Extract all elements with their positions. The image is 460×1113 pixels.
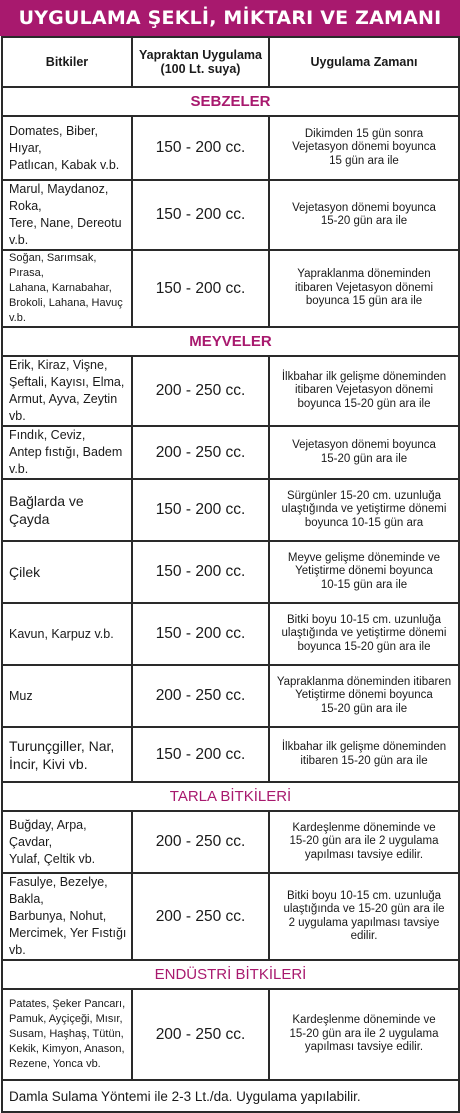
header-time: Uygulama Zamanı	[269, 37, 459, 87]
timing-cell	[269, 873, 459, 960]
timing-line: boyunca 15-20 gün ara ile	[297, 640, 431, 653]
header-dose-line1: Yapraktan Uygulama	[139, 48, 262, 62]
timing-cell	[269, 603, 459, 665]
table-row	[2, 811, 459, 873]
dose-cell: 200 - 250 cc.	[132, 356, 269, 426]
dose-cell: 200 - 250 cc.	[132, 811, 269, 873]
plant-name-line: Turunçgiller, Nar,	[9, 737, 115, 754]
dose-cell: 150 - 200 cc.	[132, 479, 269, 541]
section-header-row	[2, 87, 459, 116]
plant-name-line: Patates, Şeker Pancarı,	[9, 998, 126, 1010]
table-row	[2, 426, 459, 479]
dose-cell: 150 - 200 cc.	[132, 180, 269, 250]
section-title: MEYVELER	[2, 327, 459, 356]
section-title: ENDÜSTRİ BİTKİLERİ	[2, 960, 459, 989]
plant-cell	[2, 603, 132, 665]
dose-cell: 200 - 250 cc.	[132, 873, 269, 960]
table-row	[2, 989, 459, 1080]
table-row	[2, 541, 459, 603]
timing-line: 15-20 gün ara ile 2 uygulama	[289, 835, 439, 848]
table-row	[2, 250, 459, 327]
plant-cell	[2, 426, 132, 479]
plant-name-line: Domates, Biber, Hıyar,	[9, 123, 98, 155]
timing-line: itibaren Vejetasyon dönemi	[294, 281, 434, 294]
header-plants: Bitkiler	[2, 37, 132, 87]
table-row	[2, 873, 459, 960]
plant-cell	[2, 811, 132, 873]
plant-cell	[2, 665, 132, 727]
plant-name-line: Armut, Ayva, Zeytin vb.	[9, 392, 118, 423]
plant-cell	[2, 873, 132, 960]
timing-line: 10-15 gün ara ile	[320, 578, 408, 591]
timing-cell	[269, 727, 459, 782]
section-title: SEBZELER	[2, 87, 459, 116]
dose-cell: 200 - 250 cc.	[132, 665, 269, 727]
dose-cell: 150 - 200 cc.	[132, 250, 269, 327]
plant-cell	[2, 116, 132, 180]
page-title: UYGULAMA ŞEKLİ, MİKTARI VE ZAMANI	[0, 0, 460, 36]
timing-line: Dikimden 15 gün sonra	[304, 127, 424, 140]
plant-name-line: Şeftali, Kayısı, Elma,	[9, 375, 125, 389]
plant-name-line: Bağlarda ve Çayda	[9, 493, 84, 527]
timing-cell	[269, 180, 459, 250]
plant-name-line: Kavun, Karpuz v.b.	[9, 626, 114, 641]
plant-cell	[2, 356, 132, 426]
timing-cell	[269, 356, 459, 426]
table-row	[2, 180, 459, 250]
timing-line: Yapraklanma döneminden	[297, 268, 431, 281]
section-header-row	[2, 327, 459, 356]
timing-cell	[269, 989, 459, 1080]
timing-line: Sürgünler 15-20 cm. uzunluğa	[286, 489, 442, 502]
footer-note: Damla Sulama Yöntemi ile 2-3 Lt./da. Uygulama yapılabilir.	[2, 1080, 459, 1112]
table-row	[2, 665, 459, 727]
plant-cell	[2, 250, 132, 327]
timing-line: 15-20 gün ara ile	[320, 702, 408, 715]
plant-name-line: Yulaf, Çeltik vb.	[9, 851, 96, 866]
plant-name-line: Fındık, Ceviz,	[9, 428, 86, 442]
timing-line: boyunca 10-15 gün ara	[304, 516, 424, 529]
plant-name-line: Muz	[9, 688, 33, 703]
dose-cell: 150 - 200 cc.	[132, 116, 269, 180]
timing-line: yapılması tavsiye edilir.	[304, 848, 424, 861]
plant-name-line: Susam, Haşhaş, Tütün,	[9, 1028, 124, 1040]
timing-line: İlkbahar ilk gelişme döneminden	[281, 741, 447, 753]
timing-line: 15-20 gün ara ile	[320, 215, 408, 227]
timing-line: boyunca 15-20 gün ara ile	[297, 397, 431, 410]
section-header-row	[2, 782, 459, 811]
plant-name-line: Buğday, Arpa, Çavdar,	[9, 817, 87, 849]
timing-cell	[269, 250, 459, 327]
section-header-row	[2, 960, 459, 989]
timing-cell	[269, 426, 459, 479]
plant-name-line: Marul, Maydanoz, Roka,	[9, 182, 109, 213]
plant-name-line: Mercimek, Yer Fıstığı vb.	[9, 926, 127, 957]
timing-line: 15-20 gün ara ile 2 uygulama	[289, 1027, 439, 1040]
timing-line: Vejetasyon dönemi boyunca	[292, 141, 436, 154]
dose-cell: 150 - 200 cc.	[132, 541, 269, 603]
timing-line: yapılması tavsiye edilir.	[304, 1041, 424, 1054]
timing-line: 15 gün ara ile	[329, 154, 399, 167]
plant-name-line: Barbunya, Nohut,	[9, 909, 107, 923]
table-row	[2, 356, 459, 426]
plant-name-line: Erik, Kiraz, Vişne,	[9, 358, 108, 372]
plant-cell	[2, 180, 132, 250]
plant-cell	[2, 989, 132, 1080]
timing-line: Vejetasyon dönemi boyunca	[292, 201, 436, 214]
plant-cell	[2, 727, 132, 782]
plant-name-line: Rezene, Yonca vb.	[9, 1058, 101, 1070]
timing-cell	[269, 541, 459, 603]
plant-name-line: Tere, Nane, Dereotu v.b.	[9, 216, 122, 247]
timing-line: Vejetasyon dönemi boyunca	[292, 439, 436, 451]
timing-cell	[269, 479, 459, 541]
timing-line: boyunca 15 gün ara ile	[305, 295, 423, 308]
dose-cell: 150 - 200 cc.	[132, 727, 269, 782]
dose-cell: 150 - 200 cc.	[132, 603, 269, 665]
plant-name-line: Brokoli, Lahana, Havuç v.b.	[9, 297, 123, 324]
timing-line: 2 uygulama yapılması tavsiye edilir.	[288, 916, 440, 942]
plant-cell	[2, 479, 132, 541]
timing-line: Kardeşlenme döneminde ve	[292, 821, 436, 834]
plant-name-line: Soğan, Sarımsak, Pırasa,	[9, 252, 97, 279]
timing-line: ulaştığında ve yetiştirme dönemi	[281, 627, 447, 640]
plant-name-line: Antep fıstığı, Badem v.b.	[9, 445, 123, 476]
timing-line: itibaren 15-20 gün ara ile	[300, 754, 428, 767]
table-row	[2, 116, 459, 180]
timing-line: itibaren Vejetasyon dönemi	[294, 384, 434, 397]
table-header-row	[2, 37, 459, 87]
timing-cell	[269, 665, 459, 727]
timing-line: Bitki boyu 10-15 cm. uzunluğa	[286, 889, 442, 902]
timing-line: Meyve gelişme döneminde ve	[287, 551, 441, 564]
header-dose-line2: (100 Lt. suya)	[160, 62, 241, 76]
timing-line: ulaştığında ve yetiştirme dönemi	[281, 503, 447, 516]
plant-cell	[2, 541, 132, 603]
timing-line: Bitki boyu 10-15 cm. uzunluğa	[286, 613, 442, 626]
section-title: TARLA BİTKİLERİ	[2, 782, 459, 811]
plant-name-line: Patlıcan, Kabak v.b.	[9, 157, 120, 172]
table-row	[2, 727, 459, 782]
timing-line: Yapraklanma döneminden itibaren	[276, 675, 452, 688]
table-row	[2, 603, 459, 665]
timing-line: ulaştığında ve 15-20 gün ara ile	[283, 903, 445, 915]
dose-cell: 200 - 250 cc.	[132, 989, 269, 1080]
footer-row	[2, 1080, 459, 1112]
plant-name-line: Kekik, Kimyon, Anason,	[9, 1043, 125, 1055]
table-body	[2, 87, 459, 1080]
plant-name-line: Çilek	[9, 564, 41, 580]
plant-name-line: İncir, Kivi vb.	[9, 755, 88, 772]
plant-name-line: Fasulye, Bezelye, Bakla,	[9, 875, 108, 906]
table-row	[2, 479, 459, 541]
plant-name-line: Pamuk, Ayçiçeği, Mısır,	[9, 1013, 123, 1025]
timing-line: İlkbahar ilk gelişme döneminden	[281, 370, 447, 383]
plant-name-line: Lahana, Karnabahar,	[9, 282, 112, 294]
header-dose	[132, 37, 269, 87]
timing-line: Yetiştirme dönemi boyunca	[295, 565, 433, 578]
dose-cell: 200 - 250 cc.	[132, 426, 269, 479]
timing-line: Yetiştirme dönemi boyunca	[295, 689, 433, 702]
timing-cell	[269, 116, 459, 180]
timing-cell	[269, 811, 459, 873]
timing-line: Kardeşlenme döneminde ve	[292, 1014, 436, 1027]
application-table	[1, 36, 460, 1113]
timing-line: 15-20 gün ara ile	[320, 452, 408, 465]
